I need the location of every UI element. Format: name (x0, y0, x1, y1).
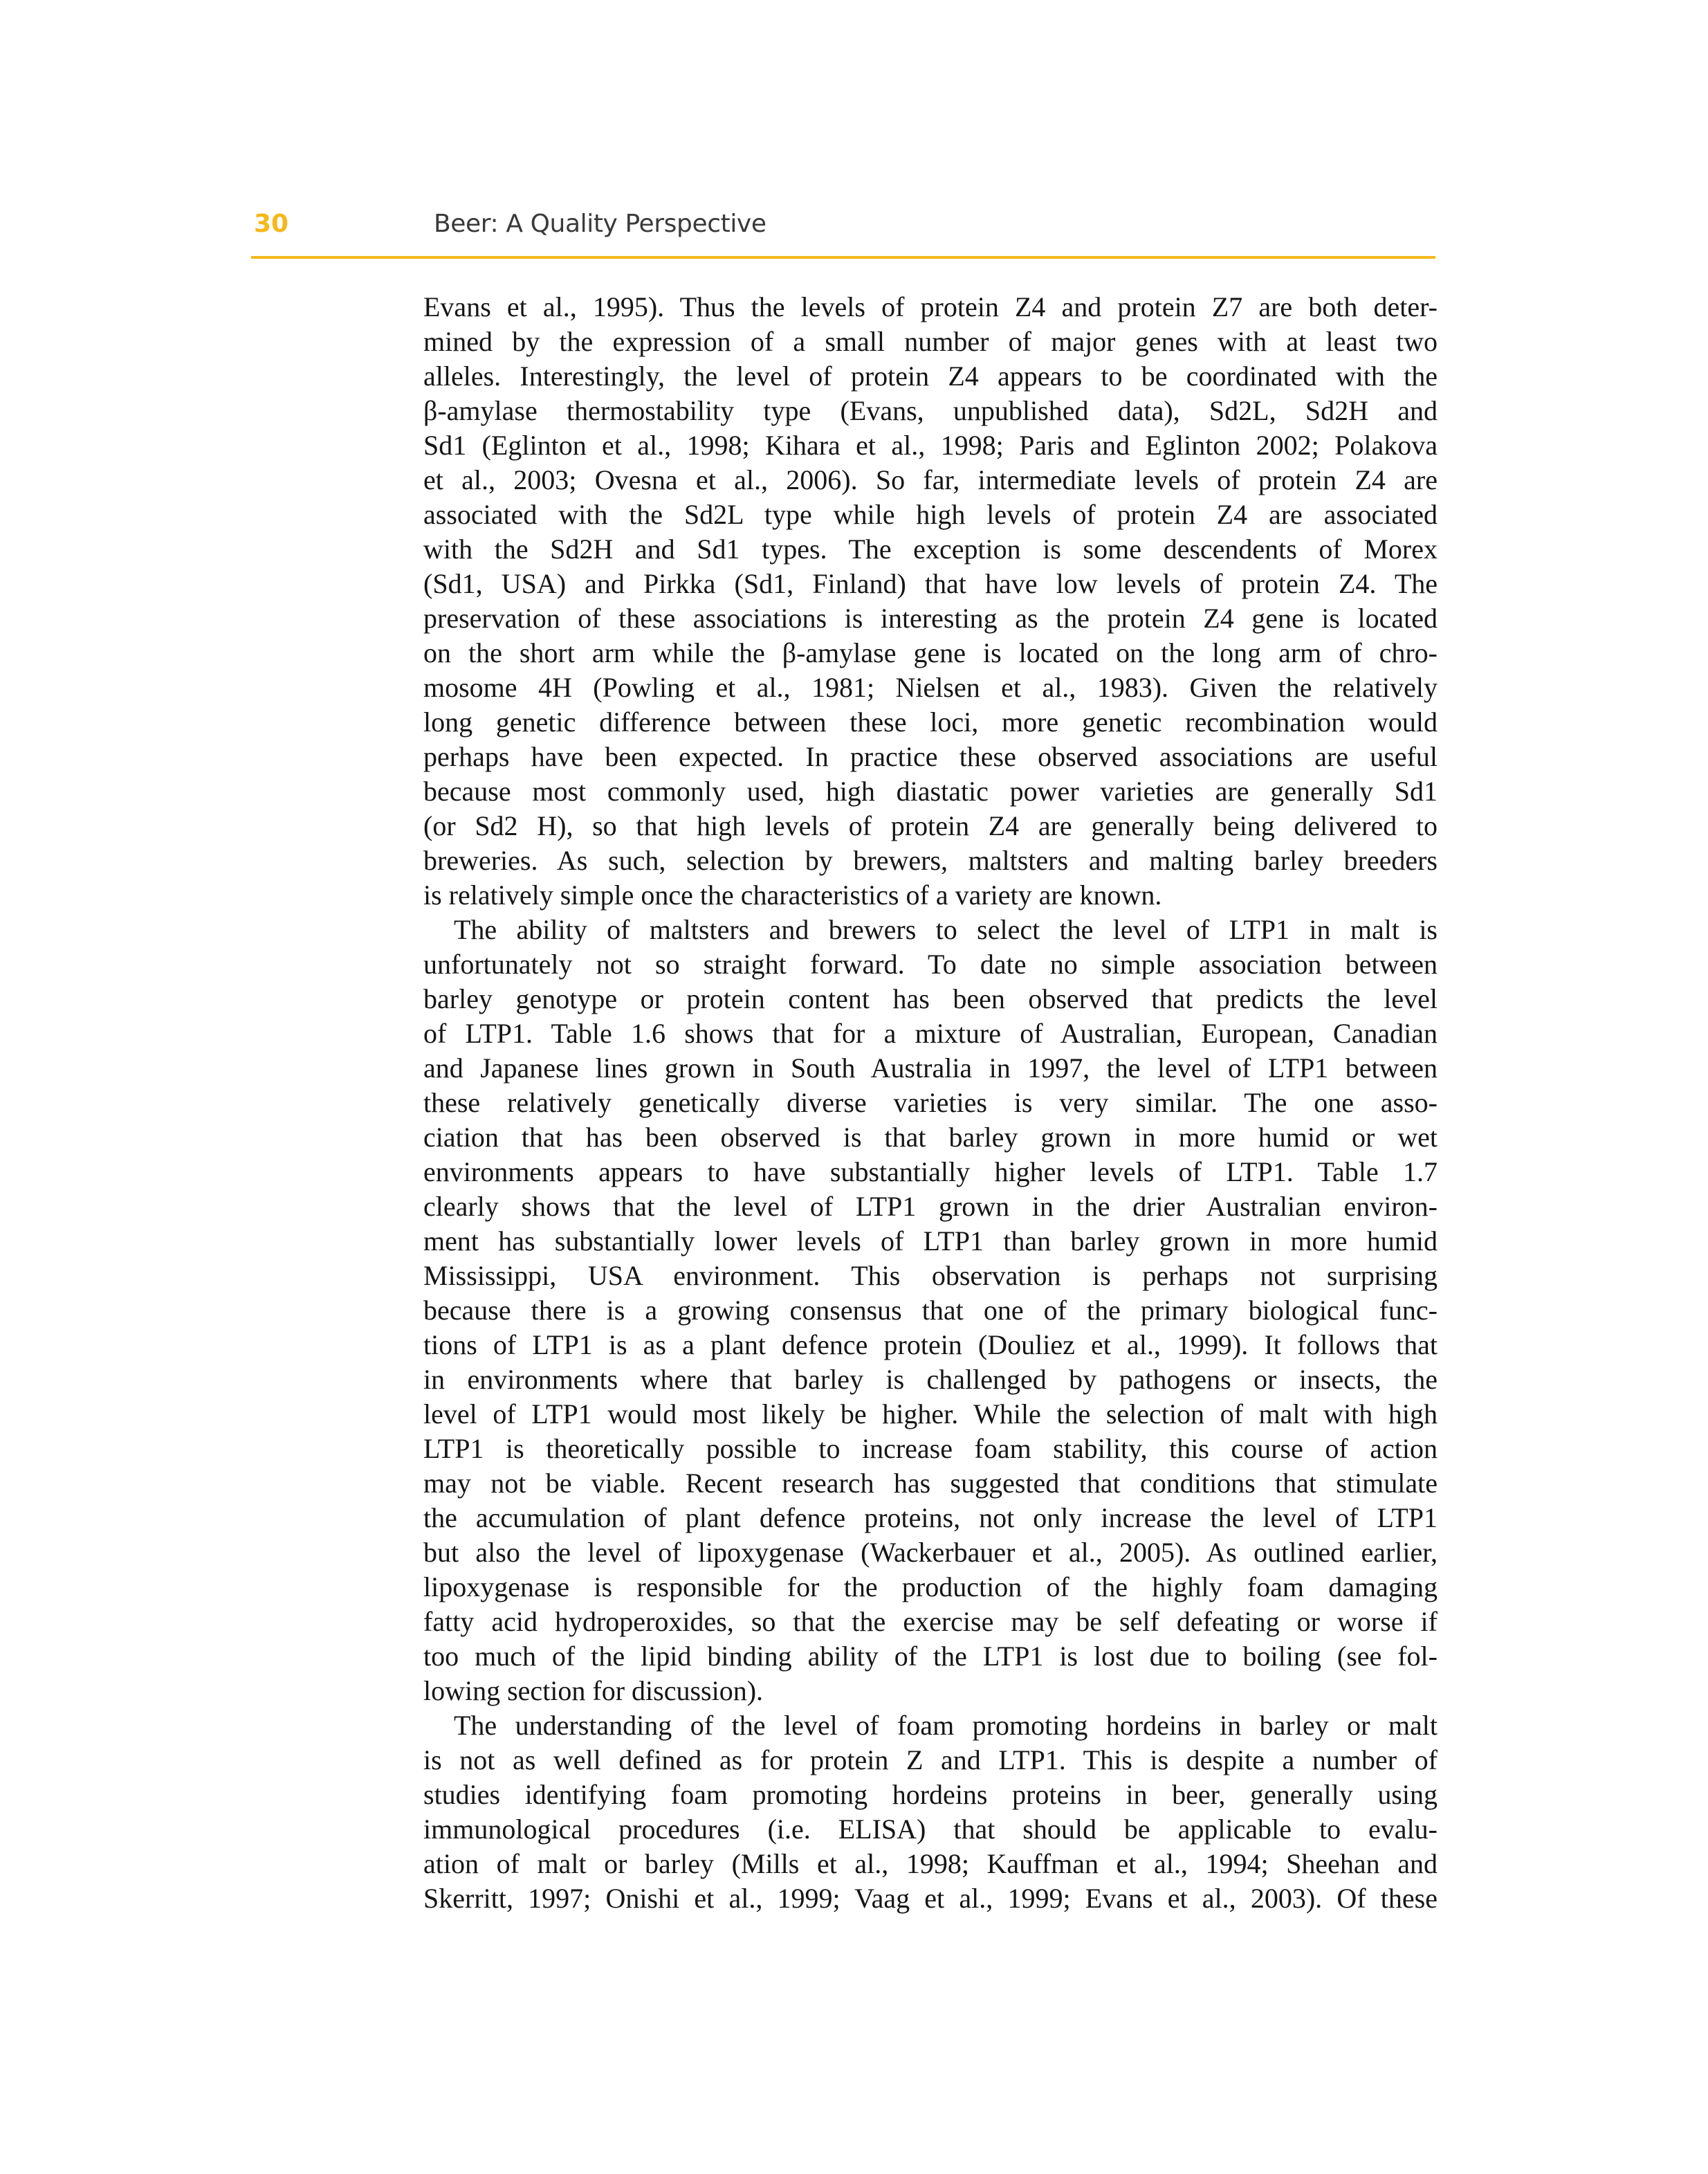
text-line: lowing section for discussion). (423, 1675, 764, 1706)
text-line: Evans et al., 1995). Thus the levels of protein Z4 and protein Z7 are both deter- (423, 291, 1438, 322)
running-head (251, 202, 1435, 257)
text-line: level of LTP1 would most likely be higher. While the selection of malt with high (423, 1398, 1438, 1429)
text-line: Mississippi, USA environment. This observation is perhaps not surprising (423, 1260, 1438, 1291)
text-line: because there is a growing consensus that one of the primary biological func- (423, 1295, 1438, 1326)
text-line: may not be viable. Recent research has suggested that conditions that stimulate (423, 1468, 1438, 1499)
text-line: unfortunately not so straight forward. To date no simple association between (423, 949, 1438, 980)
paragraph-1 (423, 290, 1438, 913)
text-line: Skerritt, 1997; Onishi et al., 1999; Vaag et al., 1999; Evans et al., 2003). Of these (423, 1883, 1438, 1914)
text-line: is relatively simple once the characteristics of a variety are known. (423, 879, 1162, 911)
text-line: on the short arm while the β-amylase gene is located on the long arm of chro- (423, 637, 1438, 668)
body-text (423, 290, 1438, 1916)
text-line: alleles. Interestingly, the level of protein Z4 appears to be coordinated with the (423, 360, 1438, 392)
text-line: (Sd1, USA) and Pirkka (Sd1, Finland) that have low levels of protein Z4. The (423, 568, 1438, 599)
page-number: 30 (254, 210, 289, 238)
text-line: but also the level of lipoxygenase (Wackerbauer et al., 2005). As outlined earlier, (423, 1537, 1438, 1568)
text-line: barley genotype or protein content has been observed that predicts the level (423, 983, 1438, 1014)
text-line: The ability of maltsters and brewers to select the level of LTP1 in malt is (454, 914, 1438, 945)
text-line: LTP1 is theoretically possible to increase foam stability, this course of action (423, 1433, 1438, 1464)
book-title: Beer: A Quality Perspective (434, 210, 766, 238)
paragraph-2 (423, 913, 1438, 1708)
text-line: these relatively genetically diverse varieties is very similar. The one asso- (423, 1087, 1438, 1118)
text-line: because most commonly used, high diastatic power varieties are generally Sd1 (423, 776, 1438, 807)
text-line: ciation that has been observed is that barley grown in more humid or wet (423, 1122, 1438, 1153)
text-line: too much of the lipid binding ability of the LTP1 is lost due to boiling (see fol- (423, 1641, 1438, 1672)
text-line: fatty acid hydroperoxides, so that the exercise may be self defeating or worse if (423, 1606, 1438, 1637)
text-line: long genetic difference between these loci, more genetic recombination would (423, 706, 1438, 738)
text-line: associated with the Sd2L type while high levels of protein Z4 are associated (423, 499, 1438, 530)
text-line: and Japanese lines grown in South Australia in 1997, the level of LTP1 between (423, 1052, 1438, 1084)
text-line: Sd1 (Eglinton et al., 1998; Kihara et al., 1998; Paris and Eglinton 2002; Polakova (423, 430, 1438, 461)
text-line: lipoxygenase is responsible for the production of the highly foam damaging (423, 1571, 1438, 1602)
text-line: studies identifying foam promoting hordeins proteins in beer, generally using (423, 1779, 1438, 1810)
text-line: β-amylase thermostability type (Evans, unpublished data), Sd2L, Sd2H and (423, 395, 1438, 426)
text-line: breweries. As such, selection by brewers, maltsters and malting barley breeders (423, 845, 1438, 876)
text-line: ment has substantially lower levels of LTP1 than barley grown in more humid (423, 1225, 1438, 1257)
text-line: The understanding of the level of foam promoting hordeins in barley or malt (454, 1710, 1438, 1741)
text-line: in environments where that barley is challenged by pathogens or insects, the (423, 1364, 1438, 1395)
text-line: preservation of these associations is interesting as the protein Z4 gene is located (423, 603, 1438, 634)
text-line: (or Sd2 H), so that high levels of protein Z4 are generally being delivered to (423, 810, 1438, 841)
text-line: clearly shows that the level of LTP1 grown in the drier Australian environ- (423, 1191, 1438, 1222)
text-line: the accumulation of plant defence proteins, not only increase the level of LTP1 (423, 1502, 1438, 1533)
text-line: et al., 2003; Ovesna et al., 2006). So far, intermediate levels of protein Z4 are (423, 464, 1438, 495)
paragraph-3 (423, 1708, 1438, 1916)
text-line: environments appears to have substantially higher levels of LTP1. Table 1.7 (423, 1156, 1438, 1187)
text-line: with the Sd2H and Sd1 types. The exception is some descendents of Morex (423, 533, 1438, 565)
text-line: immunological procedures (i.e. ELISA) that should be applicable to evalu- (423, 1814, 1438, 1845)
header-rule (251, 256, 1435, 259)
text-line: is not as well defined as for protein Z and LTP1. This is despite a number of (423, 1744, 1438, 1775)
text-line: perhaps have been expected. In practice these observed associations are useful (423, 741, 1438, 772)
text-line: mined by the expression of a small number of major genes with at least two (423, 326, 1438, 357)
text-line: of LTP1. Table 1.6 shows that for a mixture of Australian, European, Canadian (423, 1018, 1438, 1049)
text-line: mosome 4H (Powling et al., 1981; Nielsen et al., 1983). Given the relatively (423, 672, 1438, 703)
text-line: tions of LTP1 is as a plant defence protein (Douliez et al., 1999). It follows that (423, 1329, 1438, 1360)
text-line: ation of malt or barley (Mills et al., 1998; Kauffman et al., 1994; Sheehan and (423, 1848, 1438, 1879)
